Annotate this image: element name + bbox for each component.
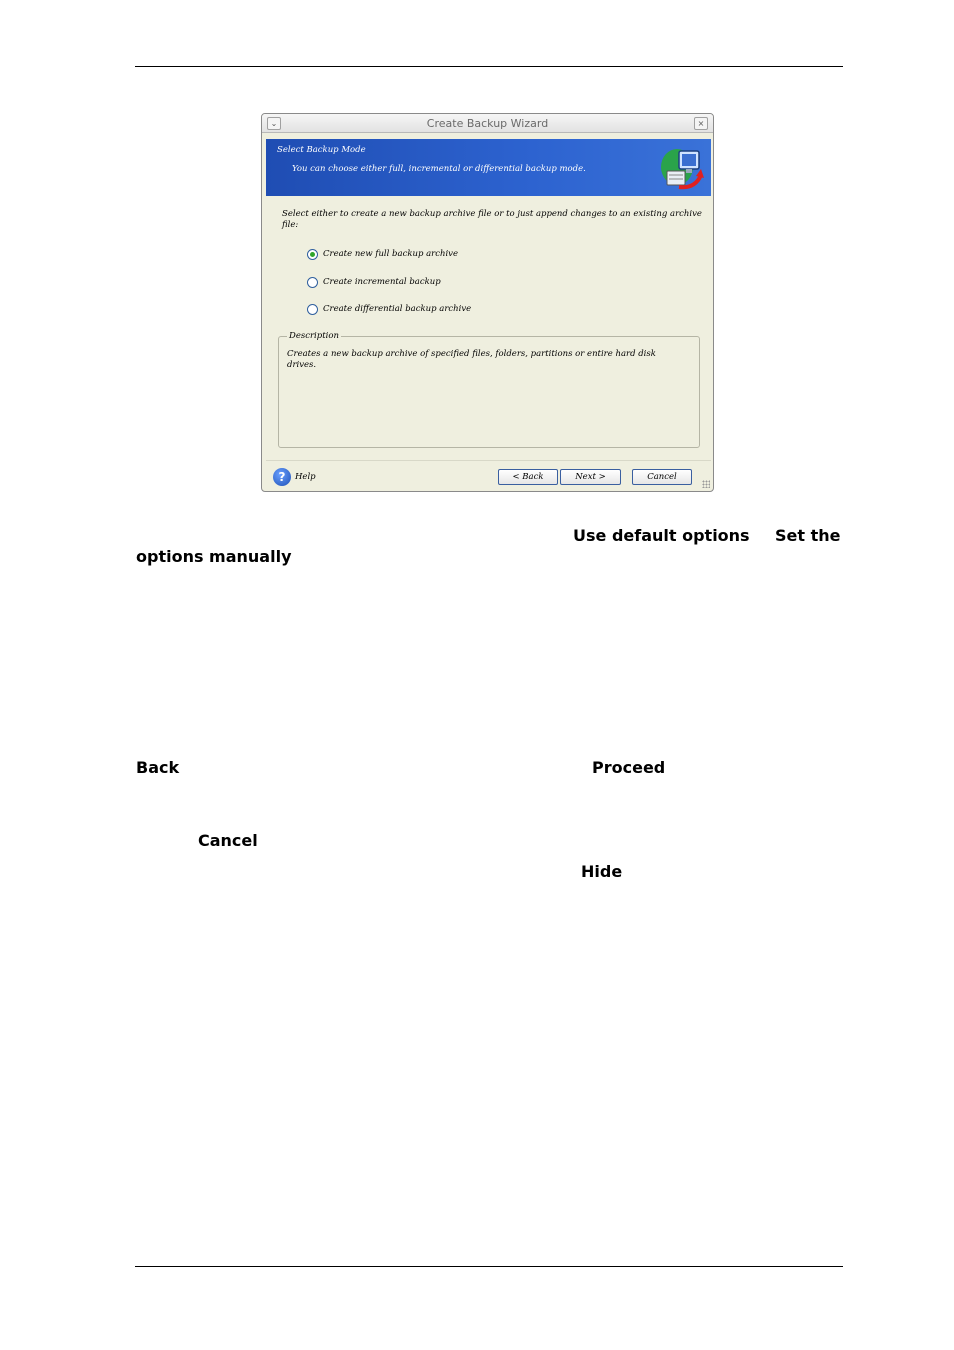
help-button[interactable]: [273, 468, 316, 486]
option-label: Create new full backup archive: [323, 249, 459, 259]
use-default-options-text: Use default options: [573, 526, 750, 545]
resize-grip-icon[interactable]: [702, 480, 710, 488]
title-bar[interactable]: [262, 114, 713, 133]
option-label: Create differential backup archive: [323, 304, 472, 314]
backup-computer-icon: [657, 143, 705, 191]
option-differential-backup[interactable]: [307, 302, 471, 316]
cancel-button[interactable]: Cancel: [632, 469, 692, 485]
radio-differential-backup[interactable]: [307, 304, 318, 315]
description-group: [278, 331, 700, 448]
proceed-text: Proceed: [592, 758, 666, 777]
footer-divider: [266, 460, 711, 461]
option-label: Create incremental backup: [323, 277, 441, 287]
help-icon[interactable]: ?: [273, 468, 291, 486]
footer-rule: [135, 1266, 843, 1267]
banner-description: You can choose either full, incremental or differential backup mode.: [292, 164, 586, 174]
option-full-backup[interactable]: [307, 247, 458, 261]
radio-incremental-backup[interactable]: [307, 277, 318, 288]
back-button[interactable]: < Back: [498, 469, 558, 485]
banner-title: Select Backup Mode: [277, 145, 366, 155]
create-backup-wizard-window: [261, 113, 714, 492]
description-legend: Description: [289, 331, 339, 341]
next-button[interactable]: Next >: [560, 469, 621, 485]
help-label: Help: [295, 472, 316, 482]
radio-full-backup[interactable]: [307, 249, 318, 260]
wizard-banner: [266, 139, 711, 196]
header-rule: [135, 66, 843, 67]
cancel-text: Cancel: [198, 831, 258, 850]
window-title: Create Backup Wizard: [426, 117, 549, 130]
close-icon[interactable]: ×: [694, 117, 708, 130]
set-the-text: Set the: [775, 526, 841, 545]
options-manually-text: options manually: [136, 547, 292, 566]
option-incremental-backup[interactable]: [307, 275, 441, 289]
description-text: Creates a new backup archive of specified files, folders, partitions or entire hard disk drives.: [287, 349, 656, 370]
back-text: Back: [136, 758, 180, 777]
instruction-text: Select either to create a new backup archive file or to just append changes to an existing archive file:: [282, 209, 702, 230]
window-menu-icon[interactable]: ⌄: [267, 117, 281, 130]
hide-text: Hide: [581, 862, 623, 881]
